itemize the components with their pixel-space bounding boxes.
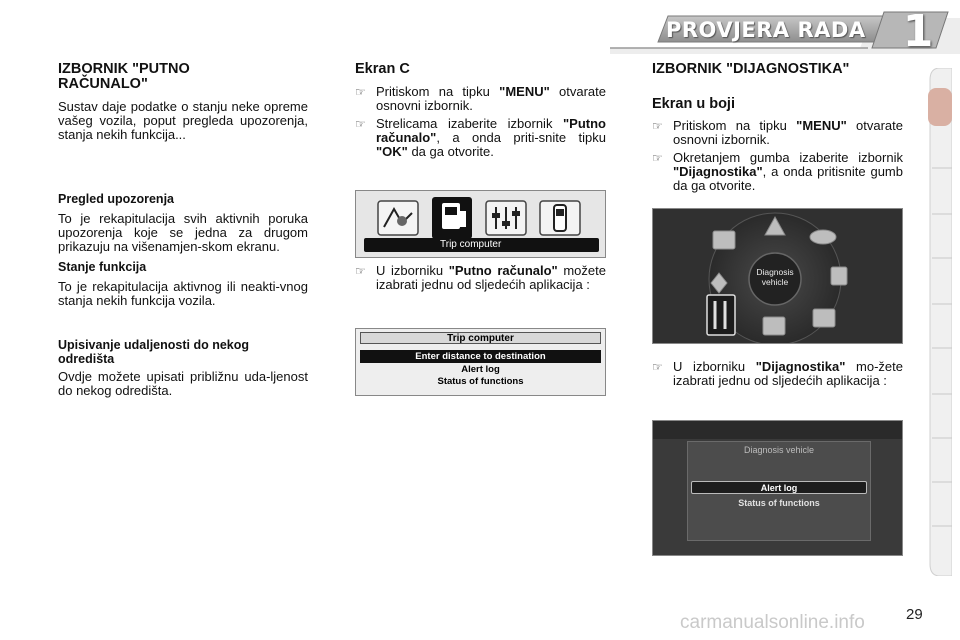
navigation-icon <box>831 267 847 285</box>
pointing-hand-icon: ☞ <box>355 85 366 99</box>
instruction-2: ☞ Strelicama izaberite izbornik "Putno računalo", a onda priti-snite tipku "OK" da ga otvorite. <box>355 116 606 159</box>
section-heading: IZBORNIK "DIJAGNOSTIKA" <box>652 61 850 77</box>
settings-icon <box>813 309 835 327</box>
section-heading: IZBORNIK "PUTNO RAČUNALO" <box>58 61 190 92</box>
audio-icon <box>378 201 418 235</box>
color-screen-main-menu <box>652 208 903 344</box>
page-number: 29 <box>906 606 923 623</box>
alert-log-title: Pregled upozorenja <box>58 192 174 206</box>
column-diagnostics <box>652 62 903 193</box>
column-screen-c <box>355 62 606 159</box>
submenu-title: Diagnosis vehicle <box>743 445 815 455</box>
settings-icon <box>486 201 526 235</box>
pointing-hand-icon: ☞ <box>652 119 663 133</box>
section-heading: Ekran C <box>355 61 410 77</box>
distance-title: Upisivanje udaljenosti do nekog odredišta <box>58 338 250 366</box>
chapter-number: 1 <box>902 6 934 57</box>
instruction-1: ☞ Pritiskom na tipku "MENU" otvarate osnovni izbornik. <box>652 118 903 147</box>
status-functions-text: To je rekapitulacija aktivnog ili neakti-vnog stanja nekih funkcija vozila. <box>58 279 308 308</box>
selected-menu-label: Trip computer <box>440 239 502 250</box>
phone-icon <box>540 201 580 235</box>
column-screen-c-lower <box>355 264 606 292</box>
distance-text: Ovdje možete upisati približnu uda-ljenost do nekog odredišta. <box>58 369 308 398</box>
column-diagnostics-lower <box>652 360 903 388</box>
screen-c-main-menu <box>355 190 606 258</box>
media-icon <box>713 231 735 249</box>
phone-icon <box>763 317 785 335</box>
status-functions-title: Stanje funkcija <box>58 260 147 274</box>
pointing-hand-icon: ☞ <box>652 151 663 165</box>
submenu-item-status: Status of functions <box>437 376 524 387</box>
wheel-center-label: Diagnosis vehicle <box>756 267 794 287</box>
chapter-title: PROVJERA RADA <box>666 18 866 42</box>
car-icon <box>810 230 836 244</box>
submenu-item-status: Status of functions <box>738 498 820 508</box>
instruction-1: ☞ Pritiskom na tipku "MENU" otvarate osnovni izbornik. <box>355 84 606 113</box>
screen-c-trip-computer <box>355 328 606 396</box>
subheading-color-screen: Ekran u boji <box>652 96 735 112</box>
instruction-3: ☞ U izborniku "Dijagnostika" mo-žete izabrati jednu od sljedećih aplikacija : <box>652 359 903 388</box>
alert-log-text: To je rekapitulacija svih aktivnih poruka upozorenja koje se jedna za drugom prikazuju na višenamjen-skom ekranu. <box>58 211 308 254</box>
submenu-item-alert-log: Alert log <box>461 364 500 375</box>
pointing-hand-icon: ☞ <box>355 264 366 278</box>
pointing-hand-icon: ☞ <box>652 360 663 374</box>
column-trip-computer <box>58 62 308 398</box>
watermark: carmanualsonline.info <box>680 612 865 633</box>
diagnosis-selected-icon <box>707 295 735 335</box>
intro-text: Sustav daje podatke o stanju neke opreme vašeg vozila, poput pregleda upozorenja, stanja nekih funkcija... <box>58 99 308 142</box>
chapter-tabs <box>928 68 952 576</box>
submenu-item-distance: Enter distance to destination <box>415 351 546 362</box>
pointing-hand-icon: ☞ <box>355 117 366 131</box>
instruction-2: ☞ Okretanjem gumba izaberite izbornik "Dijagnostika", a onda pritisnite gumb da ga otvorite. <box>652 150 903 193</box>
instruction-3: ☞ U izborniku "Putno računalo" možete izabrati jednu od sljedećih aplikacija : <box>355 263 606 292</box>
submenu-title: Trip computer <box>447 333 514 344</box>
submenu-item-alert-log: Alert log <box>760 483 798 493</box>
color-screen-diagnosis-menu <box>652 420 903 556</box>
trip-computer-icon <box>432 197 472 239</box>
